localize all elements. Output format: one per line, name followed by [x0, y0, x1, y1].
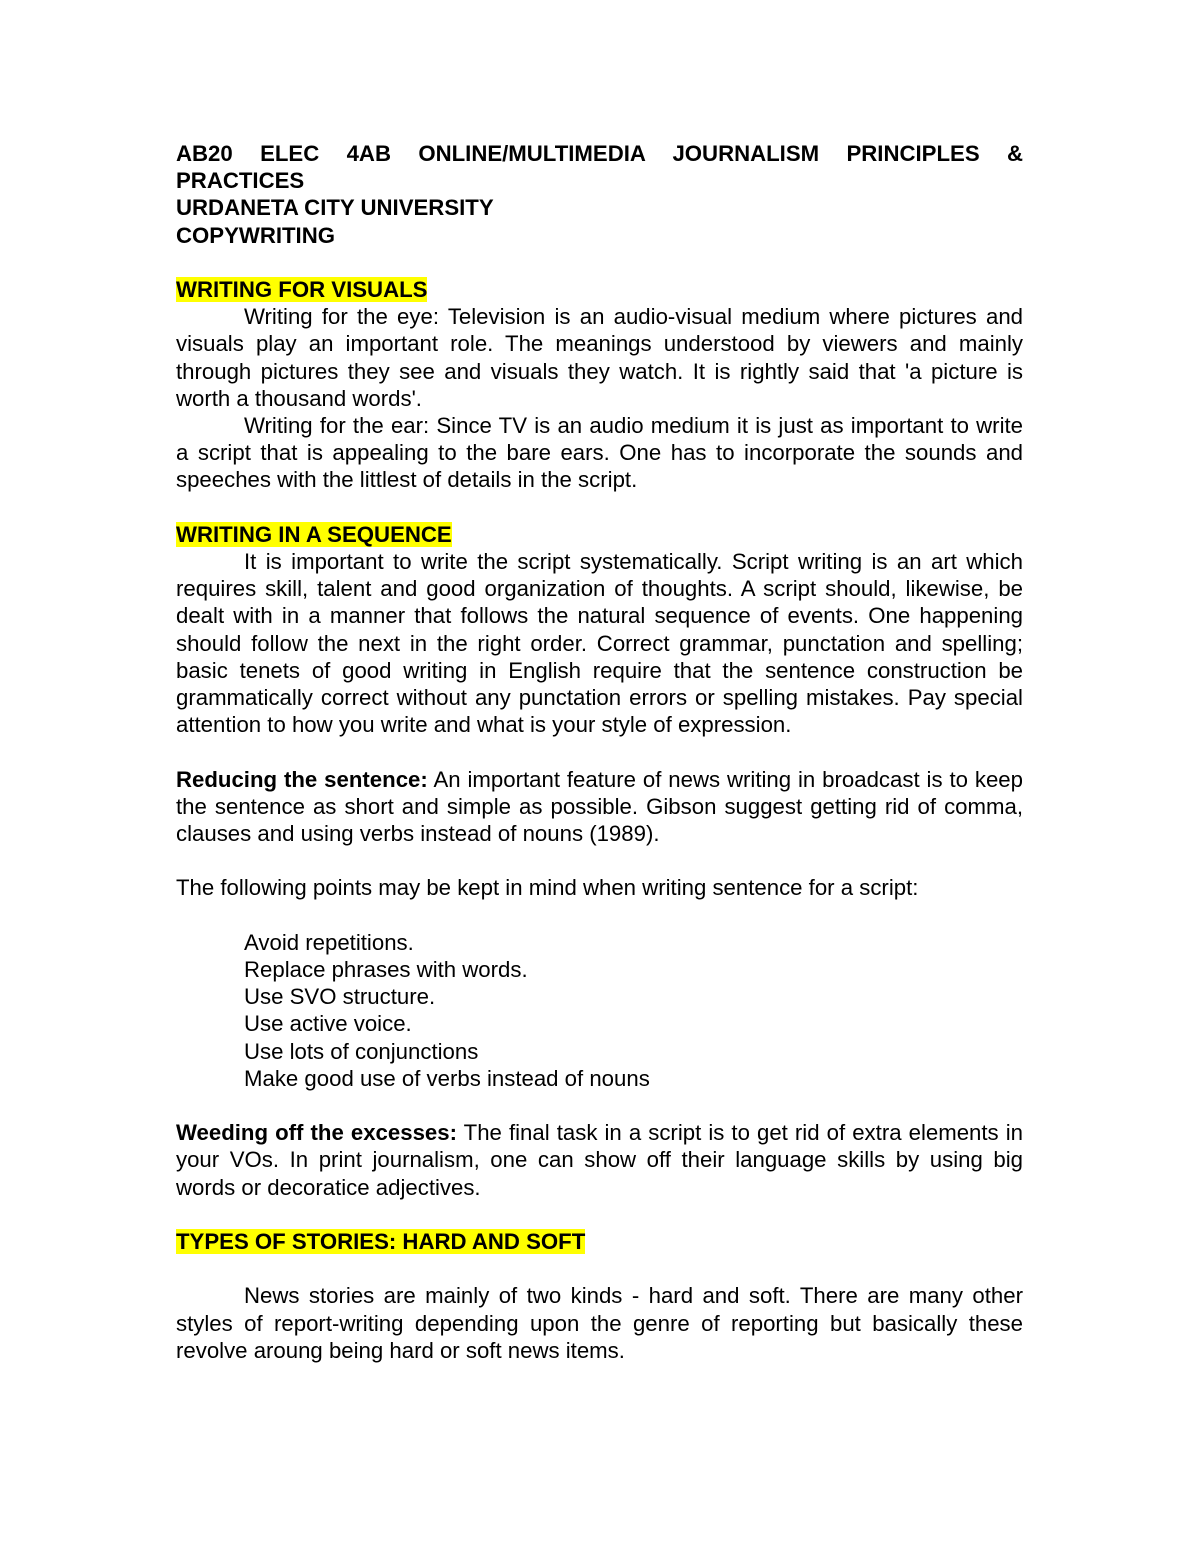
spacer: [176, 847, 1023, 874]
paragraph-writing-for-eye: Writing for the eye: Television is an audio-visual medium where pictures and visuals play an important role. The meanings understood by viewers and mainly through pictures they see and visuals they watch. It is rightly said that 'a picture is worth a thousand words'.: [176, 304, 1023, 411]
paragraph-stories: News stories are mainly of two kinds - hard and soft. There are many other styles of report-writing depending upon the genre of reporting but basically these revolve aroung being hard or soft news items.: [176, 1283, 1023, 1363]
weeding-text: The final task in a script is to get rid of extra elements in your VOs. In print journalism, one can show off their language skills by using big words or decoratice adjectives.: [176, 1120, 1023, 1200]
list-item: Replace phrases with words.: [244, 957, 528, 983]
spacer: [176, 1255, 1023, 1282]
spacer: [176, 1092, 1023, 1119]
university-name: URDANETA CITY UNIVERSITY: [176, 195, 494, 221]
paragraph-weeding: [176, 1119, 1023, 1201]
spacer: [176, 902, 1023, 929]
list-item: Make good use of verbs instead of nouns: [244, 1065, 650, 1091]
points-intro: The following points may be kept in mind when writing sentence for a script:: [176, 875, 919, 901]
reducing-sentence-label: Reducing the sentence:: [176, 766, 428, 792]
list-item: Use SVO structure.: [244, 984, 436, 1010]
reducing-sentence-text: An important feature of news writing in broadcast is to keep the sentence as short and simple as possible. Gibson suggest getting rid of comma, clauses and using verbs instead of nouns (1989).: [176, 766, 1023, 847]
weeding-label: Weeding off the excesses:: [176, 1120, 457, 1146]
list-item: Avoid repetitions.: [244, 929, 414, 955]
paragraph-sequence: It is important to write the script systematically. Script writing is an art which requires skill, talent and good organization of thoughts. A script should, likewise, be dealt with in a manner that follows the natural sequence of events. One happening should follow the next in the right order. Correct grammar, punctation and spelling; basic tenets of good writing in English require that the sentence construction be grammatically correct without any punctation errors or spelling mistakes. Pay special attention to how you write and what is your style of expression.: [176, 549, 1023, 738]
points-list: [176, 929, 1023, 1092]
section-heading-stories: TYPES OF STORIES: HARD AND SOFT: [176, 1229, 586, 1255]
section-heading-visuals: WRITING FOR VISUALS: [176, 277, 428, 302]
spacer: [176, 249, 1023, 276]
list-item: Use lots of conjunctions: [244, 1038, 479, 1064]
course-title: AB20 ELEC 4AB ONLINE/MULTIMEDIA JOURNALISM PRINCIPLES & PRACTICES: [176, 141, 1023, 194]
paragraph-reducing-sentence: [176, 766, 1023, 848]
section-heading-sequence: WRITING IN A SEQUENCE: [176, 521, 452, 547]
spacer: [176, 1201, 1023, 1228]
paragraph-writing-for-ear: Writing for the ear: Since TV is an audio medium it is just as important to write a script that is appealing to the bare ears. One has to incorporate the sounds and speeches with the littlest of details in the script.: [176, 413, 1023, 493]
spacer: [176, 494, 1023, 521]
spacer: [176, 738, 1023, 765]
document-topic: COPYWRITING: [176, 222, 336, 248]
list-item: Use active voice.: [244, 1011, 412, 1037]
